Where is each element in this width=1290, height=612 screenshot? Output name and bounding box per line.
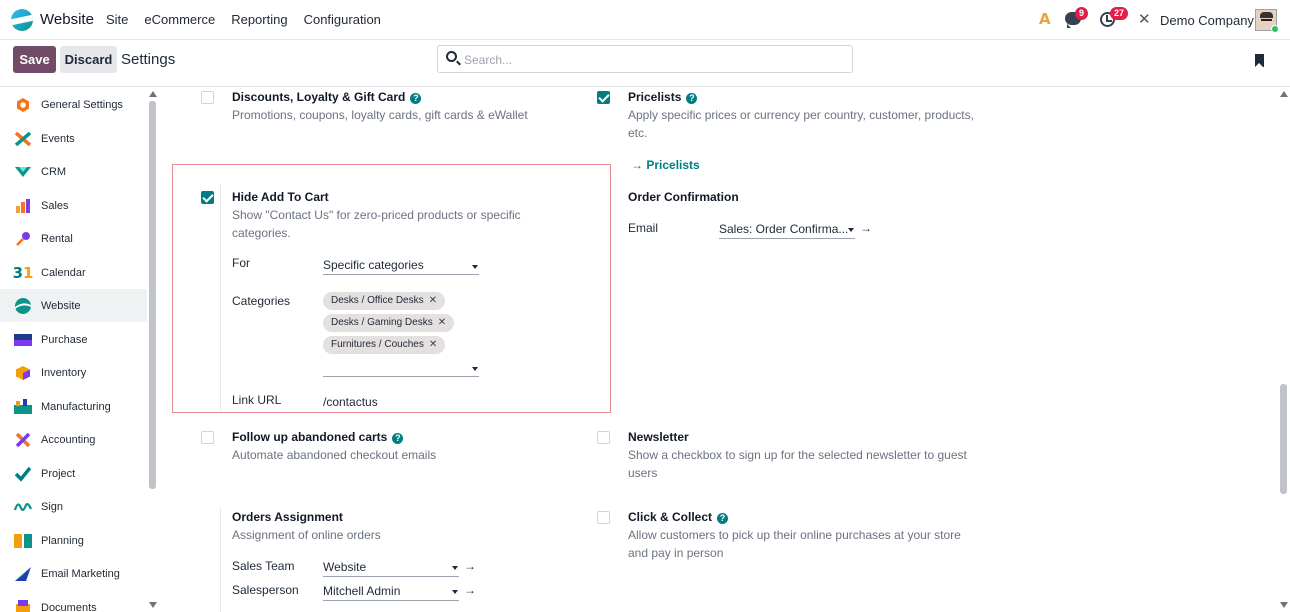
chat-badge: 9 — [1075, 7, 1088, 20]
sidebar-item-label: Events — [41, 132, 75, 145]
sidebar-item-sign[interactable] — [0, 490, 147, 523]
sales-icon — [14, 197, 32, 215]
setting-divider — [220, 184, 221, 411]
category-tag: Desks / Office Desks ✕ — [323, 292, 445, 310]
sidebar-item-label: Project — [41, 467, 76, 480]
discard-button[interactable]: Discard — [60, 46, 117, 73]
setting-divider — [220, 508, 221, 612]
sidebar-item-manufacturing[interactable] — [0, 390, 147, 423]
category-tag: Furnitures / Couches ✕ — [323, 336, 445, 354]
categories-label: Categories — [232, 294, 291, 308]
sidebar-scrollbar[interactable] — [149, 101, 156, 489]
online-status-icon — [1271, 25, 1279, 33]
salesperson-label: Salesperson — [232, 583, 299, 597]
sidebar-item-general-settings[interactable] — [0, 88, 147, 121]
content-scrollbar[interactable] — [1280, 384, 1287, 494]
email-label: Email — [628, 221, 659, 235]
sidebar-item-label: Rental — [41, 232, 73, 245]
search-input[interactable] — [464, 50, 844, 70]
remove-tag-icon[interactable]: ✕ — [428, 339, 438, 350]
sidebar-item-label: CRM — [41, 165, 67, 178]
sidebar-item-label: Planning — [41, 534, 84, 547]
inventory-icon — [14, 364, 32, 382]
email-marketing-icon — [14, 565, 32, 583]
email-template-select[interactable] — [719, 222, 855, 239]
sidebar-item-accounting[interactable] — [0, 423, 147, 456]
purchase-icon — [14, 331, 32, 349]
sales-team-value: Website — [323, 560, 367, 574]
sales-team-select[interactable] — [323, 560, 459, 577]
sidebar-item-label: Purchase — [41, 333, 88, 346]
sidebar-scroll-up-icon[interactable] — [149, 91, 157, 97]
for-label: For — [232, 256, 250, 270]
app-name[interactable]: Website — [40, 11, 94, 28]
planning-icon — [14, 532, 32, 550]
sidebar-item-purchase[interactable] — [0, 323, 147, 356]
hide-cart-title: Hide Add To Cart — [232, 190, 329, 204]
ai-icon[interactable]: A — [1039, 10, 1051, 28]
newsletter-title: Newsletter — [628, 430, 689, 444]
sidebar-item-label: Documents — [41, 601, 97, 612]
remove-tag-icon[interactable]: ✕ — [428, 295, 438, 306]
chevron-down-icon[interactable] — [472, 265, 478, 269]
link-url-label: Link URL — [232, 393, 282, 407]
sales-team-label: Sales Team — [232, 559, 295, 573]
website-app-icon[interactable] — [11, 9, 33, 31]
discounts-title: Discounts, Loyalty & Gift Card ? — [232, 90, 421, 104]
settings-sidebar — [0, 87, 160, 612]
sidebar-item-calendar[interactable] — [0, 256, 147, 289]
top-navbar — [0, 0, 1290, 40]
user-avatar[interactable] — [1255, 9, 1277, 31]
pricelists-link[interactable]: → Pricelists — [631, 158, 700, 172]
chevron-down-icon[interactable] — [452, 566, 458, 570]
search-box[interactable] — [437, 45, 853, 73]
help-icon[interactable]: ? — [410, 93, 421, 104]
activity-badge: 27 — [1110, 7, 1128, 20]
documents-icon — [14, 599, 32, 612]
sidebar-item-project[interactable] — [0, 457, 147, 490]
company-switcher[interactable]: Demo Company — [1160, 13, 1254, 28]
sign-icon — [14, 498, 32, 516]
manufacturing-icon — [14, 398, 32, 416]
rental-icon — [14, 230, 32, 248]
link-url-input[interactable]: /contactus — [323, 395, 378, 409]
accounting-icon — [14, 431, 32, 449]
sidebar-item-events[interactable] — [0, 122, 147, 155]
for-select[interactable] — [323, 258, 479, 275]
arrow-right-icon: → — [631, 158, 643, 172]
chevron-down-icon[interactable] — [452, 590, 458, 594]
project-icon — [14, 465, 32, 483]
sidebar-item-rental[interactable] — [0, 222, 147, 255]
salesperson-select[interactable] — [323, 584, 459, 601]
sidebar-item-label: Sales — [41, 199, 69, 212]
click-collect-title: Click & Collect ? — [628, 510, 728, 524]
newsletter-checkbox[interactable] — [597, 431, 610, 444]
order-confirmation-title: Order Confirmation — [628, 190, 739, 204]
sidebar-item-documents[interactable] — [0, 591, 147, 612]
remove-tag-icon[interactable]: ✕ — [437, 317, 447, 328]
events-icon — [14, 130, 32, 148]
menu-configuration[interactable]: Configuration — [303, 12, 381, 27]
abandoned-carts-title: Follow up abandoned carts ? — [232, 430, 403, 444]
pricelists-desc-line2: etc. — [628, 126, 648, 140]
orders-assignment-title: Orders Assignment — [232, 510, 343, 524]
pricelists-checkbox[interactable] — [597, 91, 610, 104]
help-icon[interactable]: ? — [717, 513, 728, 524]
general-settings-icon — [14, 96, 32, 114]
for-select-value: Specific categories — [323, 258, 424, 272]
help-icon[interactable]: ? — [686, 93, 697, 104]
sidebar-item-email-marketing[interactable] — [0, 557, 147, 590]
control-panel — [0, 40, 1290, 87]
bookmark-icon[interactable] — [1255, 54, 1264, 67]
sidebar-item-inventory[interactable] — [0, 356, 147, 389]
chevron-down-icon[interactable] — [848, 228, 854, 232]
newsletter-desc-line1: Show a checkbox to sign up for the selected newsletter to guest — [628, 448, 967, 462]
sidebar-item-label: Accounting — [41, 433, 96, 446]
salesperson-value: Mitchell Admin — [323, 584, 401, 598]
search-icon — [446, 51, 457, 62]
menu-ecommerce[interactable]: eCommerce — [144, 12, 216, 27]
sidebar-item-label: General Settings — [41, 98, 123, 111]
sidebar-item-label: Email Marketing — [41, 567, 120, 580]
website-icon — [14, 297, 32, 315]
sidebar-item-planning[interactable] — [0, 524, 147, 557]
click-collect-desc-line2: and pay in person — [628, 546, 724, 560]
content-scroll-up-icon[interactable] — [1280, 91, 1288, 97]
main-menu — [106, 12, 397, 27]
click-collect-checkbox[interactable] — [597, 511, 610, 524]
hide-cart-desc-line1: Show "Contact Us" for zero-priced products or specific — [232, 208, 521, 222]
sidebar-item-crm[interactable] — [0, 155, 147, 188]
sidebar-scroll-down-icon[interactable] — [149, 602, 157, 608]
sidebar-item-label: Calendar — [41, 266, 86, 279]
discounts-checkbox[interactable] — [201, 91, 214, 104]
arrow-right-icon[interactable]: → — [860, 221, 872, 235]
arrow-right-icon[interactable]: → — [464, 559, 476, 573]
sidebar-item-label: Sign — [41, 500, 64, 513]
chevron-down-icon[interactable] — [472, 367, 478, 371]
help-icon[interactable]: ? — [392, 433, 403, 444]
sidebar-item-website[interactable] — [0, 289, 147, 322]
calendar-icon: 3 1 — [12, 263, 34, 282]
email-template-value: Sales: Order Confirma... — [719, 222, 849, 236]
save-button[interactable]: Save — [13, 46, 56, 73]
orders-assignment-desc: Assignment of online orders — [232, 528, 381, 542]
crm-icon — [14, 163, 32, 181]
pricelists-title: Pricelists ? — [628, 90, 697, 104]
abandoned-carts-checkbox[interactable] — [201, 431, 214, 444]
tools-icon[interactable]: ✕ — [1138, 11, 1151, 28]
abandoned-carts-desc: Automate abandoned checkout emails — [232, 448, 437, 462]
sidebar-item-label: Manufacturing — [41, 400, 111, 413]
sidebar-item-label: Inventory — [41, 366, 87, 379]
breadcrumb: Settings — [121, 51, 176, 68]
click-collect-desc-line1: Allow customers to pick up their online purchases at your store — [628, 528, 961, 542]
sidebar-item-sales[interactable] — [0, 189, 147, 222]
menu-reporting[interactable]: Reporting — [231, 12, 288, 27]
newsletter-desc-line2: users — [628, 466, 658, 480]
categories-input[interactable] — [323, 361, 479, 377]
arrow-right-icon[interactable]: → — [464, 583, 476, 597]
discounts-desc: Promotions, coupons, loyalty cards, gift cards & eWallet — [232, 108, 528, 122]
category-tag: Desks / Gaming Desks ✕ — [323, 314, 454, 332]
menu-site[interactable]: Site — [106, 12, 129, 27]
pricelists-desc-line1: Apply specific prices or currency per country, customer, products, — [628, 108, 974, 122]
hide-cart-checkbox[interactable] — [201, 191, 214, 204]
content-scroll-down-icon[interactable] — [1280, 602, 1288, 608]
hide-cart-desc-line2: categories. — [232, 226, 291, 240]
sidebar-item-label: Website — [41, 299, 81, 312]
